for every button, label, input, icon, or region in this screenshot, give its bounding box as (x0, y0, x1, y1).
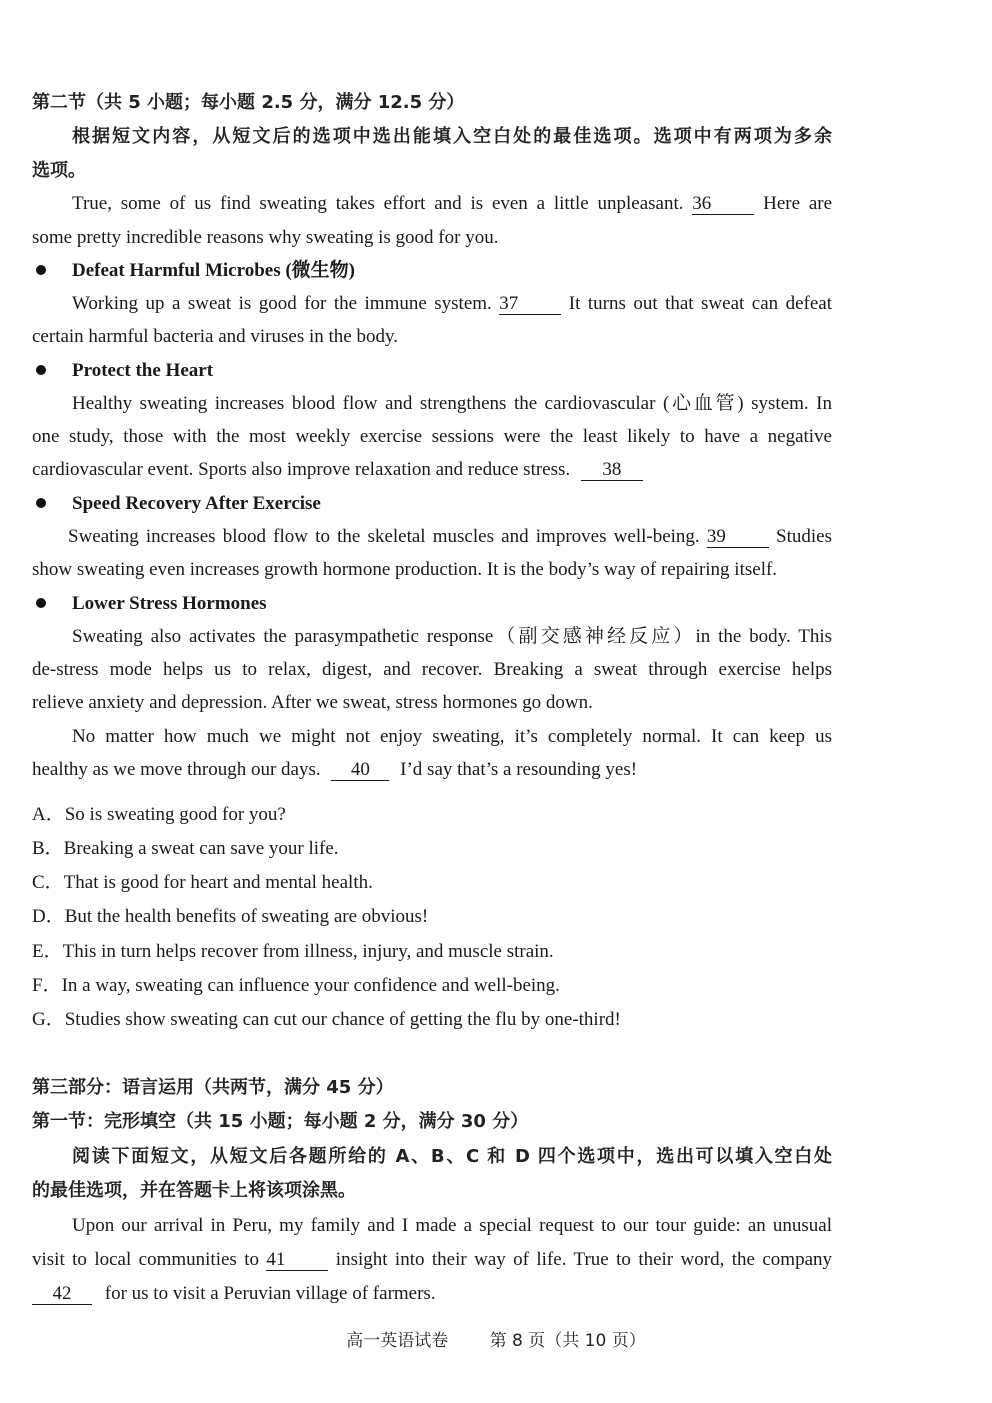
paragraph-line: Sweating also activates the parasympathetic response（副交感神经反应）in the body. This (72, 626, 832, 647)
paragraph-line (32, 1247, 832, 1273)
paragraph-line (72, 291, 832, 317)
paragraph-line: one study, those with the most weekly exercise sessions were the least likely to have a negative (32, 426, 832, 447)
blank-40: 40 (331, 760, 389, 781)
bullet-icon (36, 365, 46, 375)
paragraph-line: No matter how much we might not enjoy sweating, it’s completely normal. It can keep us (72, 726, 832, 747)
text: healthy as we move through our days. (32, 759, 321, 780)
bullet-icon (36, 498, 46, 508)
section-instruction: 根据短文内容，从短文后的选项中选出能填入空白处的最佳选项。选项中有两项为多余 (72, 126, 832, 147)
option-g: G．Studies show sweating can cut our chance of getting the flu by one-third! (32, 1009, 621, 1030)
text: Here are (763, 193, 833, 214)
text: Sweating increases blood flow to the skeletal muscles and improves well-being. (68, 526, 700, 547)
paragraph-line: Upon our arrival in Peru, my family and I made a special request to our tour guide: an unusual (72, 1215, 832, 1236)
part-title: 第三部分：语言运用（共两节，满分 45 分） (32, 1077, 394, 1098)
text: True, some of us find sweating takes effort and is even a little unpleasant. (72, 193, 684, 214)
text: Working up a sweat is good for the immune system. (72, 293, 492, 314)
paragraph-line: de-stress mode helps us to relax, digest, and recover. Breaking a sweat through exercise helps (32, 659, 832, 680)
page-footer (0, 1326, 992, 1351)
blank-37: 37 (499, 294, 561, 315)
blank-36: 36 (692, 194, 754, 215)
subheading: Speed Recovery After Exercise (72, 493, 321, 514)
subheading: Lower Stress Hormones (72, 593, 267, 614)
text: I’d say that’s a resounding yes! (400, 759, 638, 780)
subsection-title: 第一节：完形填空（共 15 小题；每小题 2 分，满分 30 分） (32, 1111, 529, 1132)
blank-41: 41 (266, 1250, 328, 1271)
paragraph-line (32, 757, 832, 783)
bullet-icon (36, 598, 46, 608)
page-number: 第 8 页（共 10 页） (489, 1331, 646, 1351)
bullet-icon (36, 265, 46, 275)
text: visit to local communities to (32, 1249, 259, 1270)
text: insight into their way of life. True to their word, the company (335, 1249, 832, 1270)
blank-39: 39 (707, 527, 769, 548)
paragraph-line (32, 457, 832, 483)
option-d: D．But the health benefits of sweating are obvious! (32, 906, 429, 927)
paragraph-line: show sweating even increases growth hormone production. It is the body’s way of repairing itself. (32, 559, 778, 580)
subsection-instruction-cont: 的最佳选项，并在答题卡上将该项涂黑。 (32, 1180, 356, 1201)
text: for us to visit a Peruvian village of farmers. (104, 1283, 436, 1304)
text: Studies (776, 526, 832, 547)
option-a: A．So is sweating good for you? (32, 804, 286, 825)
option-e: E．This in turn helps recover from illness, injury, and muscle strain. (32, 941, 554, 962)
option-c: C．That is good for heart and mental health. (32, 872, 373, 893)
paragraph-line (72, 191, 832, 217)
paragraph-line: certain harmful bacteria and viruses in the body. (32, 326, 398, 347)
blank-38: 38 (581, 460, 643, 481)
paragraph-line: relieve anxiety and depression. After we sweat, stress hormones go down. (32, 692, 593, 713)
section-title: 第二节（共 5 小题；每小题 2.5 分，满分 12.5 分） (32, 92, 465, 113)
paragraph-line: Healthy sweating increases blood flow and strengthens the cardiovascular (心血管) system. In (72, 393, 832, 414)
subheading: Protect the Heart (72, 360, 214, 381)
text: cardiovascular event. Sports also improve relaxation and reduce stress. (32, 459, 571, 480)
option-f: F．In a way, sweating can influence your confidence and well-being. (32, 975, 560, 996)
paragraph-line (32, 1281, 832, 1307)
blank-42: 42 (32, 1284, 92, 1305)
subsection-instruction: 阅读下面短文，从短文后各题所给的 A、B、C 和 D 四个选项中，选出可以填入空白处 (72, 1146, 832, 1167)
footer-title: 高一英语试卷 (346, 1331, 449, 1351)
paragraph-line (68, 524, 832, 550)
section-instruction-cont: 选项。 (32, 160, 86, 181)
paragraph-line: some pretty incredible reasons why sweating is good for you. (32, 227, 499, 248)
subheading: Defeat Harmful Microbes (微生物) (72, 260, 355, 281)
text: It turns out that sweat can defeat (568, 293, 833, 314)
option-b: B．Breaking a sweat can save your life. (32, 838, 339, 859)
